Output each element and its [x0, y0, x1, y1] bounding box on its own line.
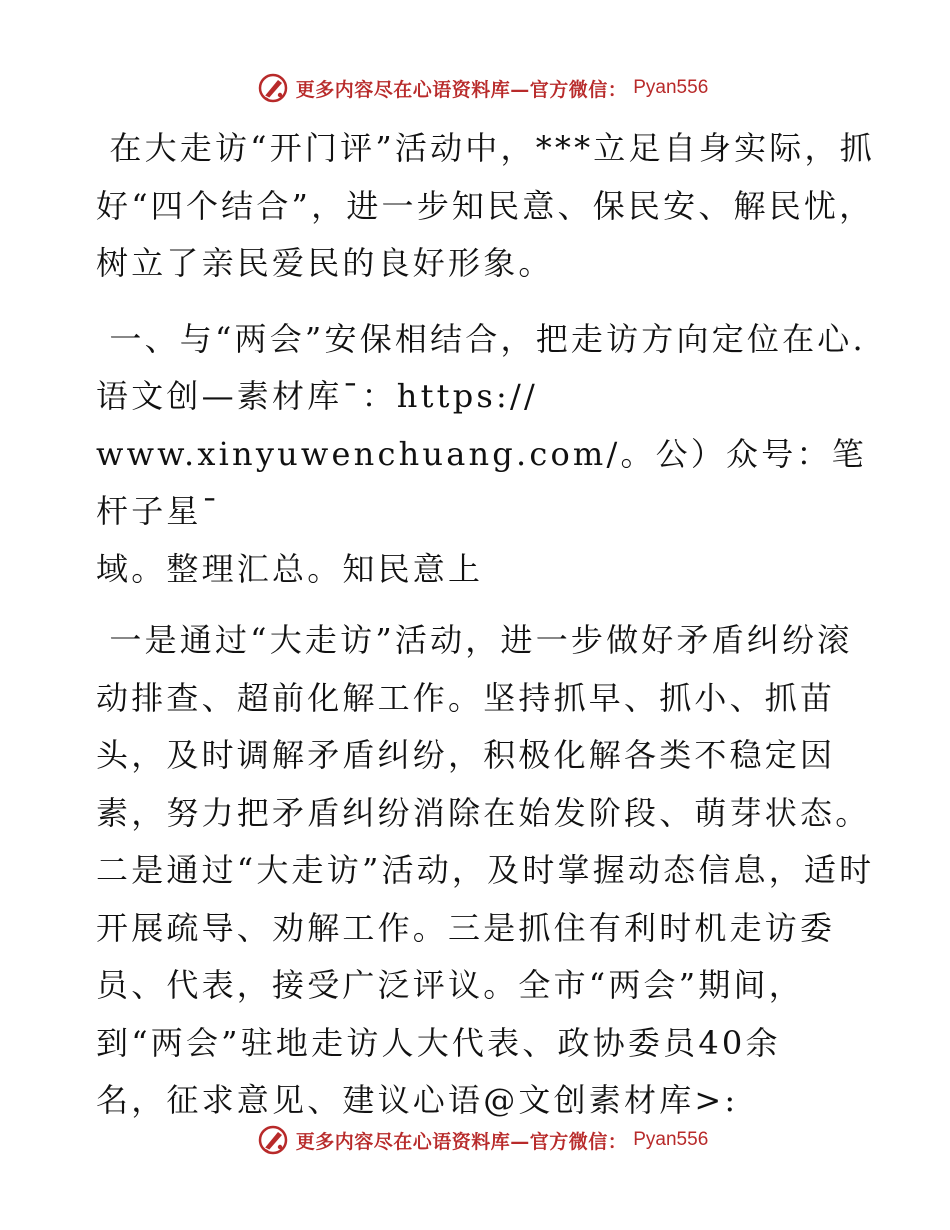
footer-banner [0, 1120, 950, 1160]
document-body [96, 120, 886, 1130]
header-banner-text: 更多内容尽在心语资料库—官方微信： [295, 78, 628, 101]
paragraph-section-one-line3: 域。整理汇总。知民意上 [96, 549, 484, 588]
footer-banner-inner [256, 1123, 709, 1157]
footer-banner-text: 更多内容尽在心语资料库—官方微信： [295, 1130, 628, 1153]
header-banner [0, 68, 950, 108]
footer-banner-handle: Pyan556 [633, 1129, 709, 1150]
header-banner-inner [256, 71, 709, 105]
paragraph-intro: 在大走访“开门评”活动中，***立足自身实际，抓好“四个结合”，进一步知民意、保民安、解民忧，树立了亲民爱民的良好形象。 [96, 129, 875, 282]
header-banner-handle: Pyan556 [633, 77, 709, 98]
paragraph-points: 一是通过“大走访”活动，进一步做好矛盾纠纷滚动排查、超前化解工作。坚持抓早、抓小、抓苗头，及时调解矛盾纠纷，积极化解各类不稳定因素，努力把矛盾纠纷消除在始发阶段、萌芽状态。二是通过“大走访”活动，及时掌握动态信息，适时开展疏导、劝解工作。三是抓住有利时机走访委员、代表，接受广泛评议。全市“两会”期间， [96, 621, 875, 1004]
paragraph-points-line-b: 到“两会”驻地走访人大代表、政协委员40余 [96, 1023, 781, 1062]
red-quill-logo-icon [256, 71, 290, 105]
paragraph-points-line-c: 名，征求意见、建议心语@文创素材库>: [96, 1081, 739, 1119]
red-quill-logo-icon [256, 1123, 290, 1157]
paragraph-section-one-line1: 一、与“两会”安保相结合，把走访方向定位在心.语文创—素材库¯：https:// [96, 319, 866, 415]
paragraph-section-one-line2: www.xinyuwenchuang.com/。公）众号：笔杆子星¯ [96, 434, 867, 530]
